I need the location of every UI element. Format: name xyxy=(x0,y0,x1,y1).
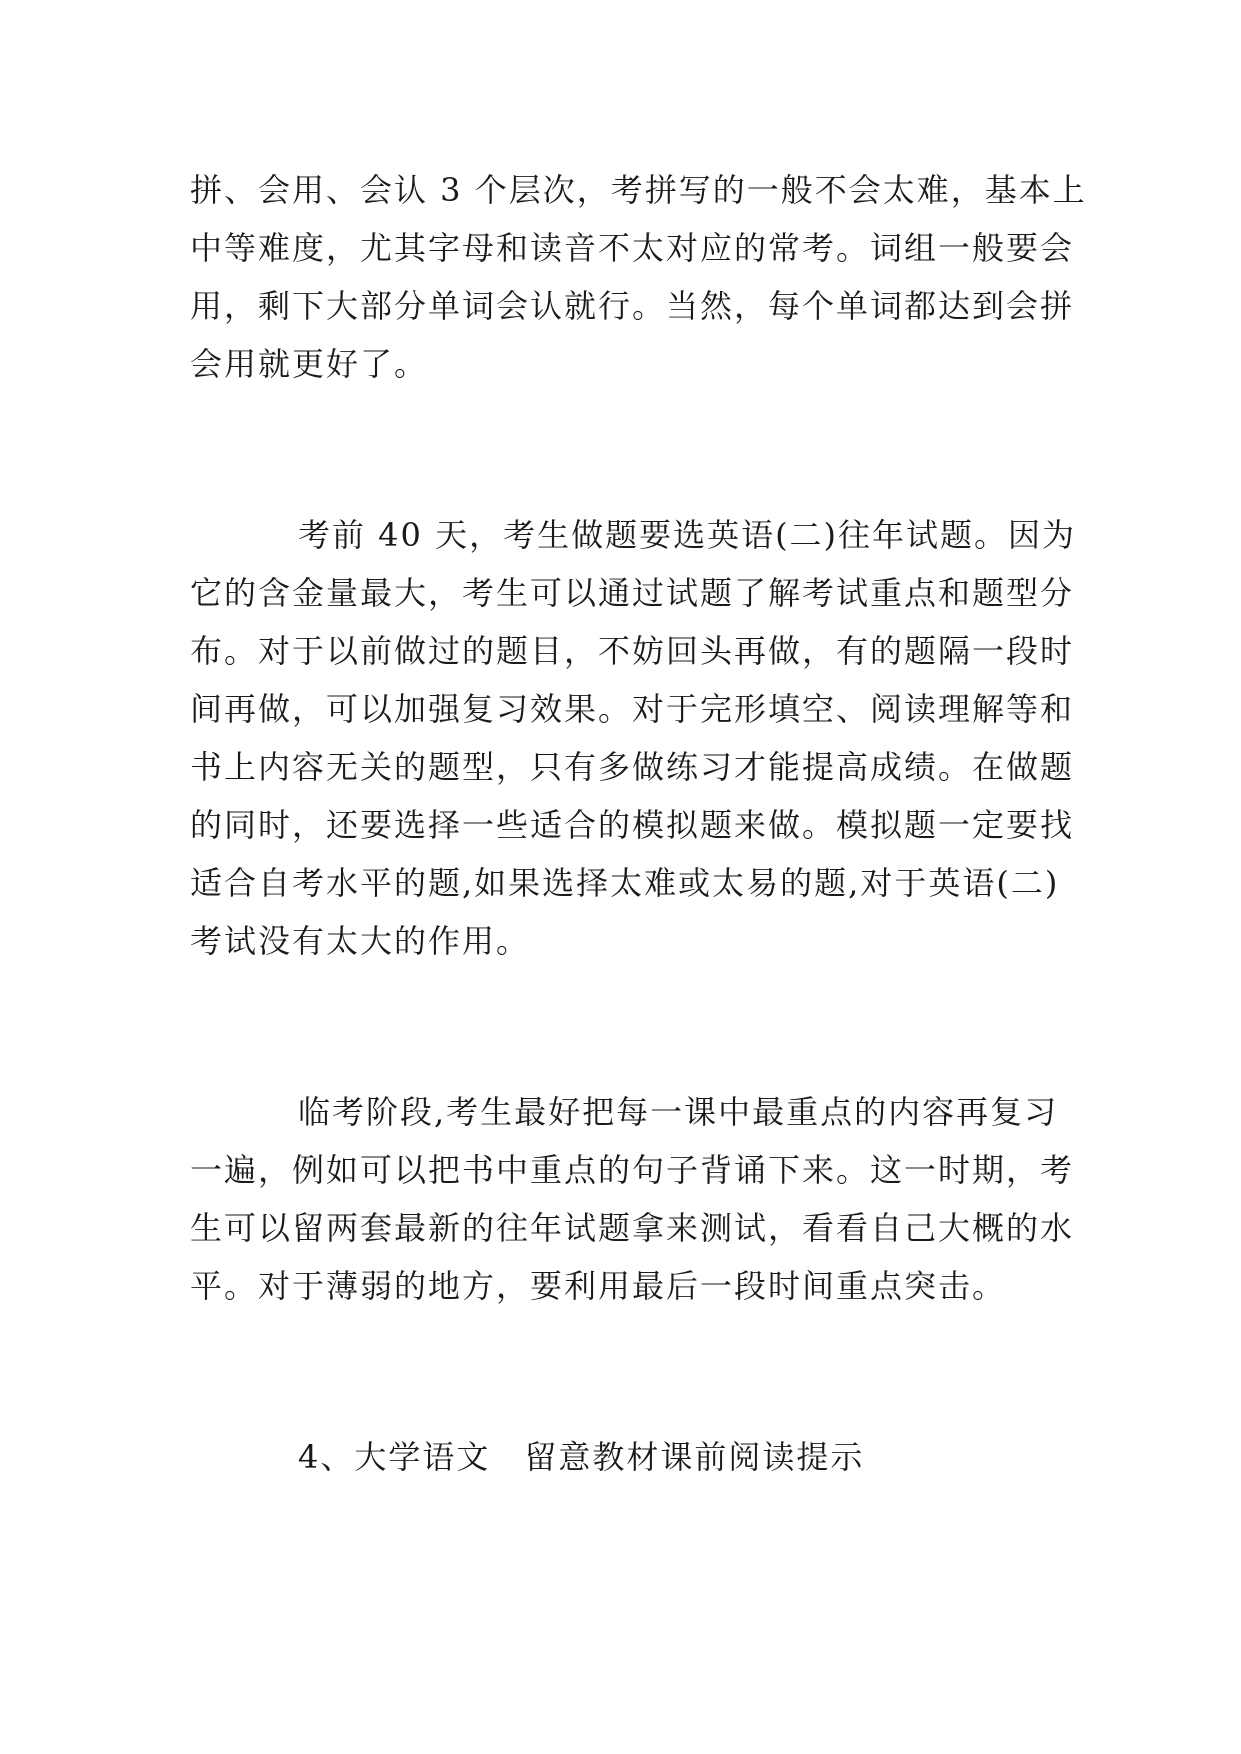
paragraph-2-line-3: 布。对于以前做过的题目，不妨回头再做，有的题隔一段时 xyxy=(190,632,1075,670)
paragraph-2-line-6: 的同时，还要选择一些适合的模拟题来做。模拟题一定要找 xyxy=(190,806,1075,844)
paragraph-3-line-1: 临考阶段,考生最好把每一课中最重点的内容再复习 xyxy=(298,1093,1059,1131)
paragraph-3-line-3: 生可以留两套最新的往年试题拿来测试，看看自己大概的水 xyxy=(190,1209,1075,1247)
paragraph-2-line-5: 书上内容无关的题型，只有多做练习才能提高成绩。在做题 xyxy=(190,748,1075,786)
paragraph-2-line-7: 适合自考水平的题,如果选择太难或太易的题,对于英语(二) xyxy=(190,864,1060,902)
paragraph-2-line-1: 考前 40 天，考生做题要选英语(二)往年试题。因为 xyxy=(298,516,1077,554)
paragraph-1-line-1: 拼、会用、会认 3 个层次，考拼写的一般不会太难，基本上 xyxy=(190,171,1087,209)
paragraph-2-line-4: 间再做，可以加强复习效果。对于完形填空、阅读理解等和 xyxy=(190,690,1075,728)
section-heading: 4、大学语文 留意教材课前阅读提示 xyxy=(298,1438,865,1476)
paragraph-1-line-4: 会用就更好了。 xyxy=(190,345,429,383)
paragraph-2-line-8: 考试没有太大的作用。 xyxy=(190,922,531,960)
paragraph-3-line-4: 平。对于薄弱的地方，要利用最后一段时间重点突击。 xyxy=(190,1267,1007,1305)
paragraph-1-line-2: 中等难度，尤其字母和读音不太对应的常考。词组一般要会 xyxy=(190,229,1075,267)
paragraph-3-line-2: 一遍，例如可以把书中重点的句子背诵下来。这一时期，考 xyxy=(190,1151,1075,1189)
paragraph-1-line-3: 用，剩下大部分单词会认就行。当然，每个单词都达到会拼 xyxy=(190,287,1075,325)
paragraph-2-line-2: 它的含金量最大，考生可以通过试题了解考试重点和题型分 xyxy=(190,574,1075,612)
